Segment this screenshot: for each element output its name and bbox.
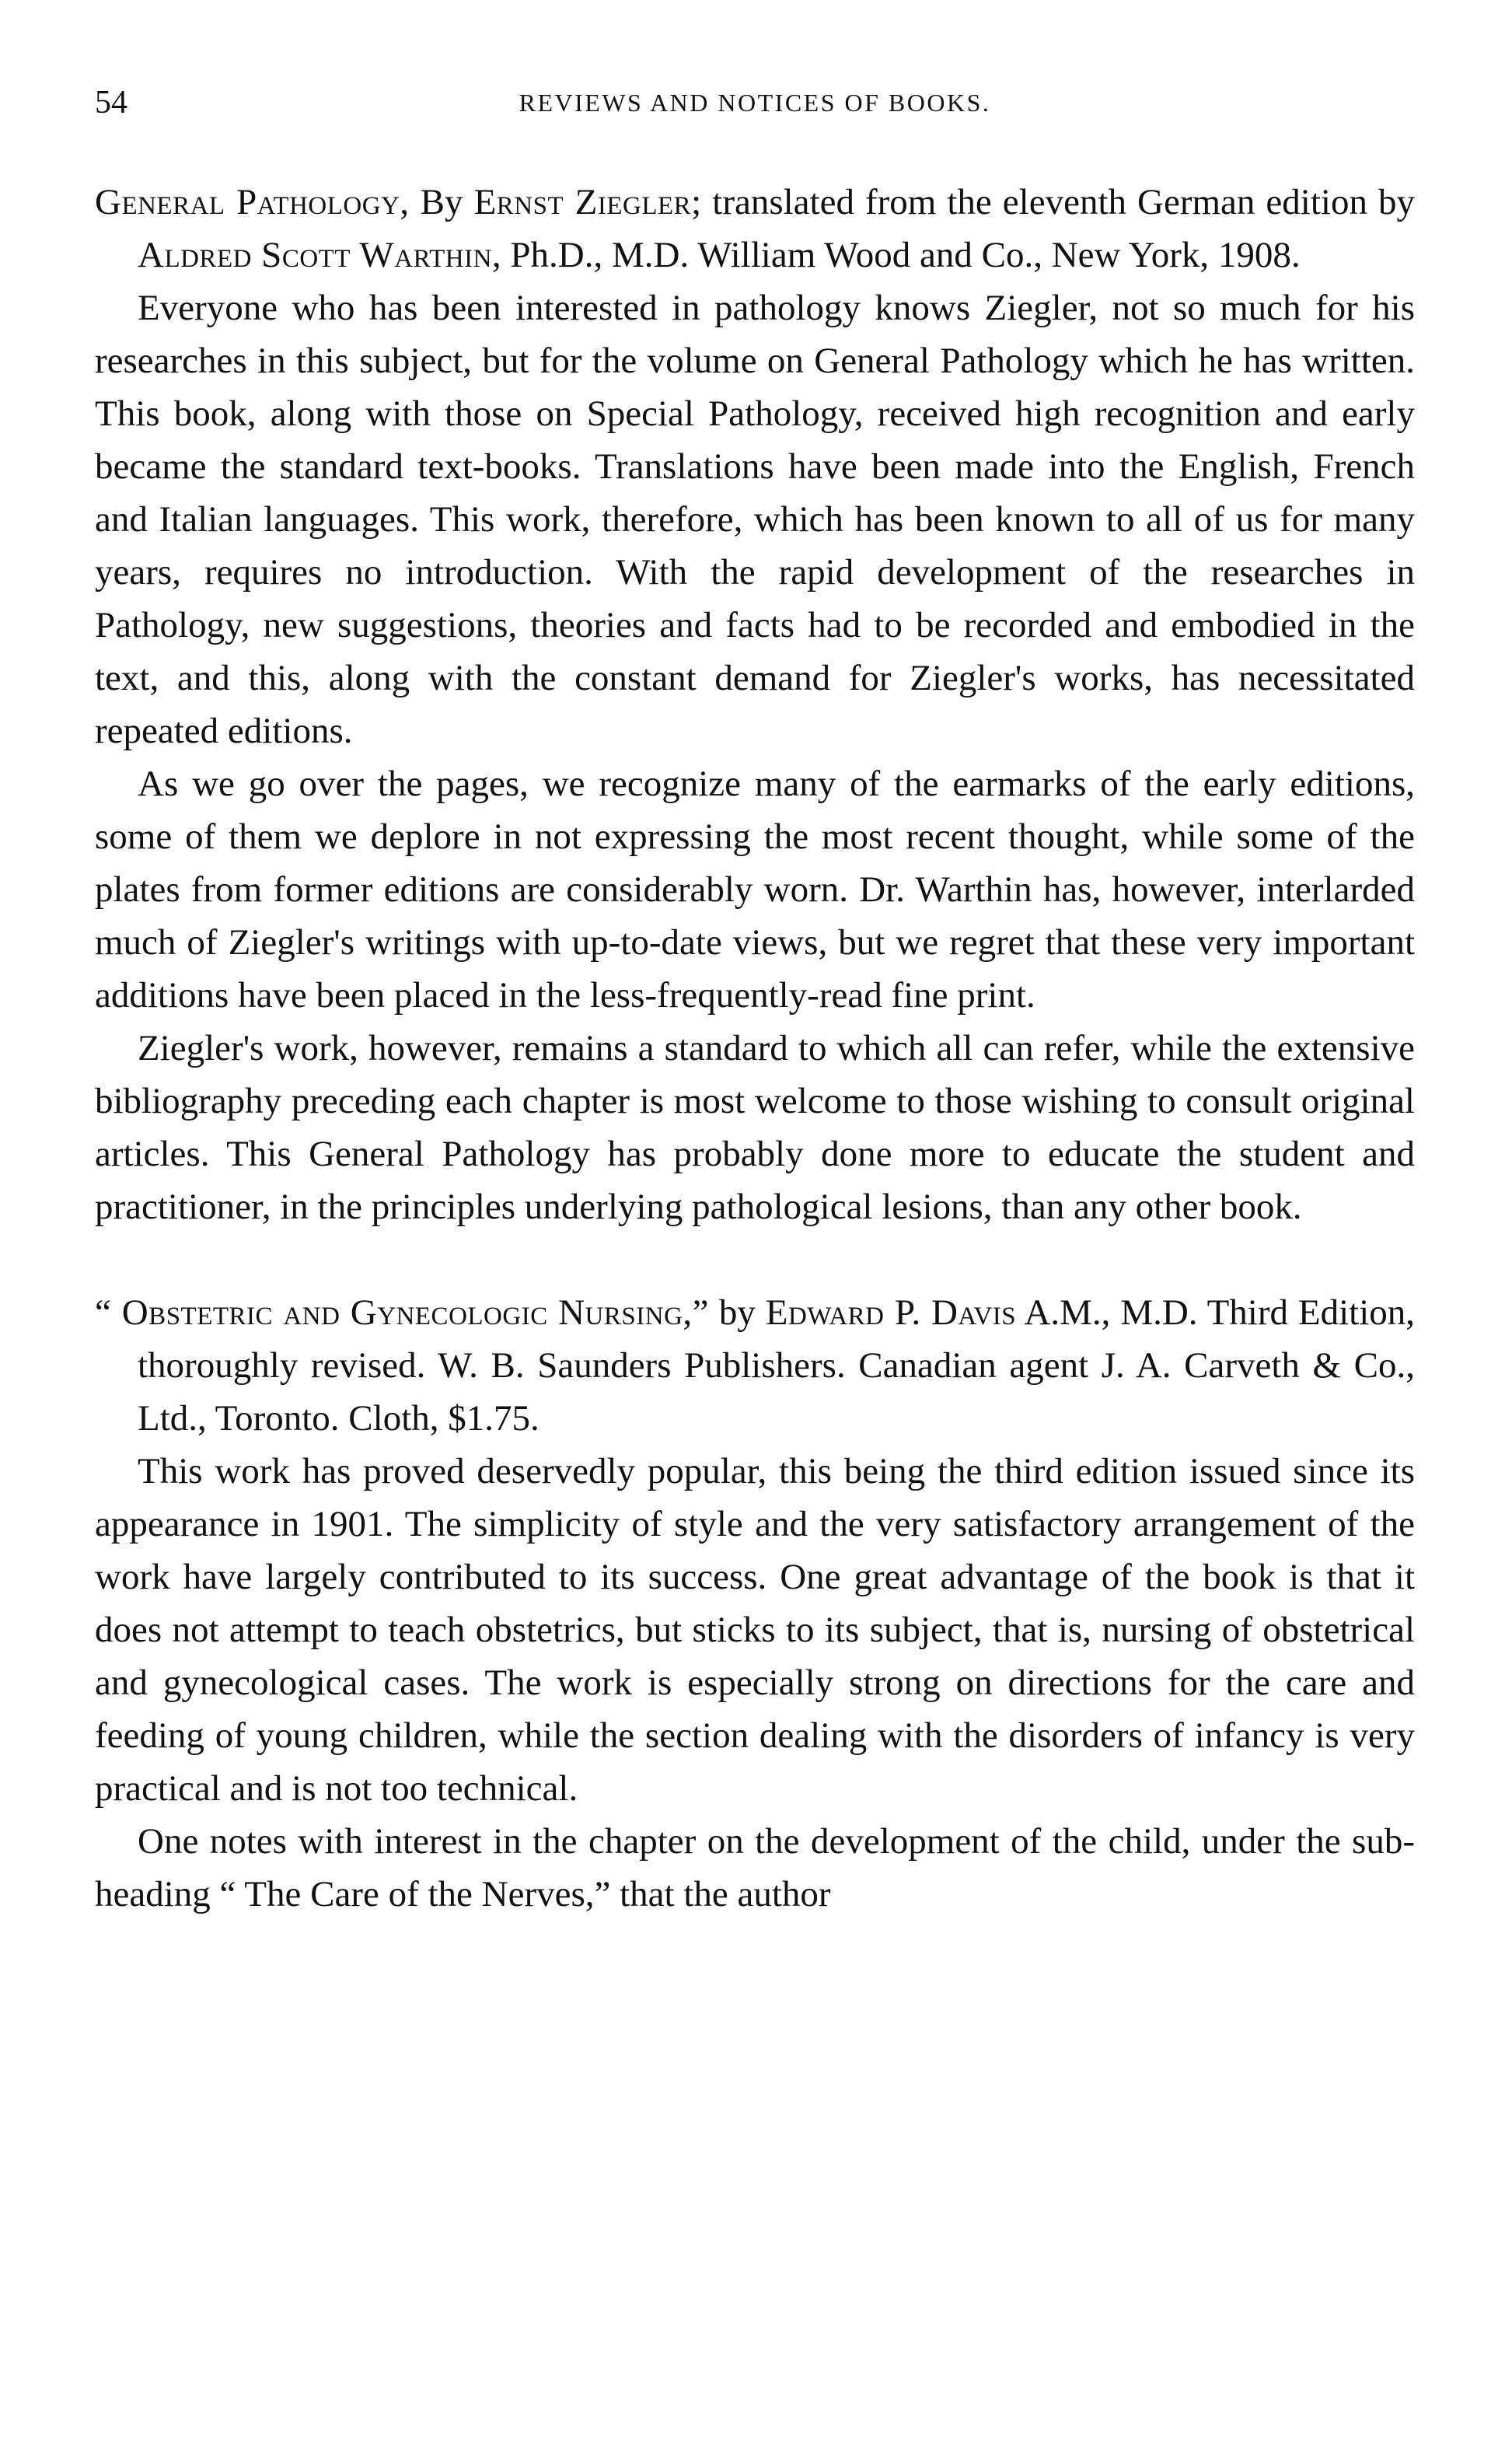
review-paragraph: Everyone who has been interested in pathology knows Ziegler, not so much for his researches in this subject, but for the volume on General Pathology which he has written. This book, along with those on Special Pathology, received high recognition and early became the standard text-books. Translations have been made into the English, French and Italian languages. This work, therefore, which has been known to all of us for many years, requires no introduction. With the rapid development of the researches in Pathology, new suggestions, theories and facts had to be recorded and embodied in the text, and this, along with the constant demand for Ziegler's works, has necessitated repeated editions. [95, 288, 1415, 751]
review-general-pathology [95, 176, 1415, 1233]
review-paragraph: One notes with interest in the chapter on the development of the child, under the sub-heading “ The Care of the Nerves,” that the author [95, 1821, 1415, 1914]
review-citation [95, 176, 1415, 281]
translator-name: Aldred Scott Warthin [138, 235, 492, 275]
citation-details: , Ph.D., M.D. William Wood and Co., New York, 1908. [491, 235, 1301, 275]
review-paragraph: This work has proved deservedly popular, this being the third edition issued since its appearance in 1901. The simplicity of style and the very satisfactory arrangement of the work have largely contributed to its success. One great advantage of the book is that it does not attempt to teach obstetrics, but sticks to its subject, that is, nursing of obstetrical and gynecological cases. The work is especially strong on directions for the care and feeding of young children, while the section dealing with the disorders of infancy is very practical and is not too technical. [95, 1451, 1415, 1809]
review-paragraph: As we go over the pages, we recognize many of the earmarks of the early editions, some of them we deplore in not expressing the most recent thought, while some of the plates from former editions are considerably worn. Dr. Warthin has, however, interlarded much of Ziegler's writings with up-to-date views, but we regret that these very important additions have been placed in the less-frequently-read fine print. [95, 764, 1415, 1016]
running-head: REVIEWS AND NOTICES OF BOOKS. [519, 89, 991, 117]
page-body [95, 176, 1415, 1921]
author-name: Ernst Ziegler [473, 182, 692, 222]
section-gap [95, 1233, 1415, 1286]
citation-details: A.M., M.D. Third Edition, thoroughly revised. W. B. Saunders Publishers. Canadian agent J. A. Carveth & Co., Ltd., Toronto. Cloth, $1.75. [138, 1292, 1416, 1439]
page-number: 54 [95, 85, 127, 121]
review-citation [95, 1286, 1415, 1445]
book-title: General Pathology, [95, 182, 410, 222]
author-name: Edward P. Davis [765, 1292, 1017, 1333]
review-obstetric-nursing [95, 1286, 1415, 1921]
page-header [95, 84, 1415, 131]
citation-by: By [409, 182, 474, 222]
review-paragraph: Ziegler's work, however, remains a standard to which all can refer, while the extensive bibliography preceding each chapter is most welcome to those wishing to consult original articles. This General Pathology has probably done more to educate the student and practitioner, in the principles underlying pathological lesions, than any other book. [95, 1028, 1415, 1227]
citation-by: by [709, 1292, 766, 1333]
citation-translation: ; translated from the eleventh German edition by [691, 182, 1415, 222]
book-title: “ Obstetric and Gynecologic Nursing,” [95, 1292, 710, 1333]
